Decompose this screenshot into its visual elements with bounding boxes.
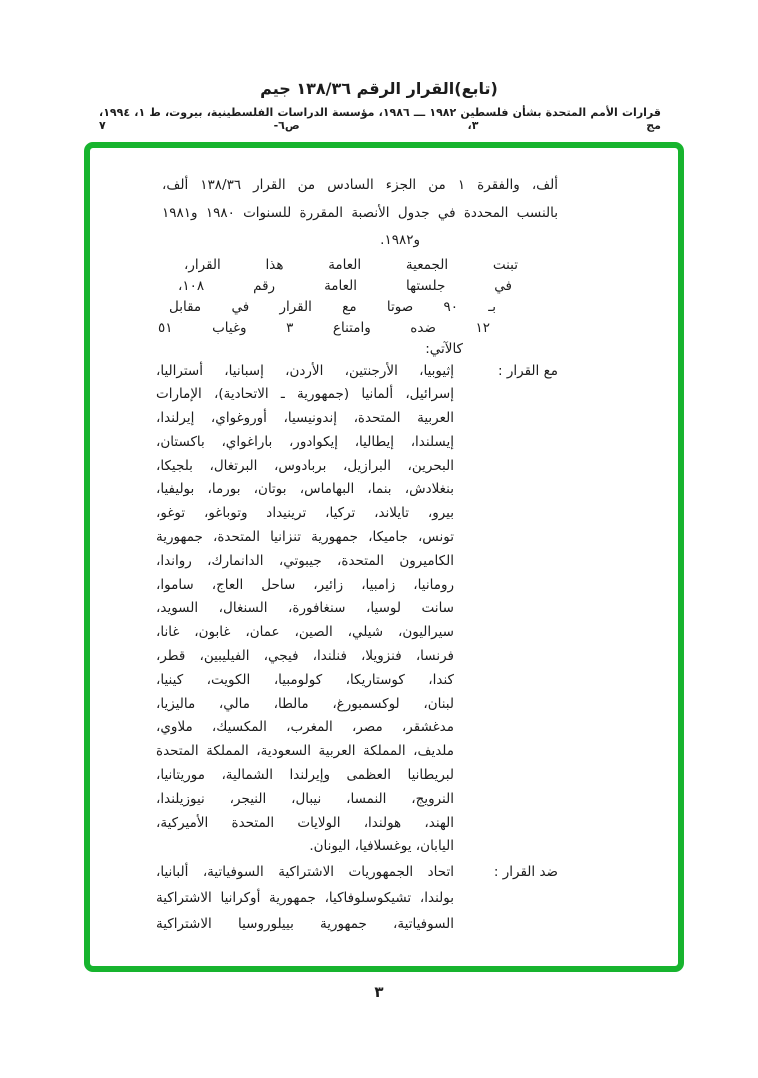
green-frame: [84, 142, 684, 972]
text-line: سيراليون، شيلي، الصين، عمان، غابون، غانا،: [156, 624, 454, 641]
vote-with-section: [156, 360, 558, 860]
text-line: اتحاد الجمهوريات الاشتراكية السوفياتية، ألبانيا،: [156, 864, 454, 881]
text-line: ١٢ ضده وامتناع ٣ وغياب ٥١: [158, 319, 490, 336]
page-number: ٣: [374, 983, 384, 1001]
text-line: الهند، هولندا، الولايات المتحدة الأميركية،: [156, 814, 454, 831]
text-line: لبريطانيا العظمى وإيرلندا الشمالية، موريتانيا،: [156, 767, 454, 784]
vote-against-section: [156, 859, 558, 937]
text-line: لبنان، لوكسمبورغ، مالطا، مالي، ماليزيا،: [156, 695, 454, 712]
text-line: بـ ٩٠ صوتا مع القرار في مقابل: [169, 298, 496, 315]
resolution-text-column: [156, 148, 558, 937]
text-line: اليابان، يوغسلافيا، اليونان.: [309, 838, 454, 855]
vote-with-label: مع القرار :: [498, 362, 558, 379]
text-line: تبنت الجمعية العامة هذا القرار،: [184, 256, 518, 273]
text-line: إيسلندا، إيطاليا، إيكوادور، باراغواي، باكستان،: [156, 433, 454, 450]
source-citation-line: قرارات الأمم المتحدة بشأن فلسطين ١٩٨٢ ـــ ١٩٨٦، مؤسسة الدراسات الفلسطينية، بيروت، ط ١، ١٩٩٤، مج ٣، ص٦- ٧: [99, 106, 661, 132]
text-line: بالنسب المحددة في جدول الأنصبة المقررة للسنوات ١٩٨٠ و١٩٨١: [162, 204, 559, 221]
text-line: مدغشقر، مصر، المغرب، المكسيك، ملاوي،: [156, 719, 454, 736]
text-line: الكاميرون المتحدة، جيبوتي، الدانمارك، رواندا،: [156, 552, 454, 569]
text-line: النرويج، النمسا، نيبال، النيجر، نيوزيلندا،: [156, 790, 454, 807]
text-line: رومانيا، زامبيا، زائير، ساحل العاج، ساموا،: [156, 576, 454, 593]
text-line: سانت لوسيا، سنغافورة، السنغال، السويد،: [156, 600, 454, 617]
vote-against-label: ضد القرار :: [493, 864, 558, 881]
text-line: تونس، جاميكا، جمهورية تنزانيا المتحدة، جمهورية: [156, 529, 454, 546]
text-line: كالآتي:: [425, 340, 463, 357]
text-line: العربية المتحدة، إندونيسيا، أوروغواي، إيرلندا،: [156, 410, 454, 427]
adoption-statement-block: [156, 255, 558, 360]
text-line: بيرو، تايلاند، تركيا، ترينيداد وتوباغو، توغو،: [156, 505, 454, 522]
text-line: في جلستها العامة رقم ١٠٨،: [178, 277, 512, 294]
text-line: فرنسا، فنزويلا، فنلندا، فيجي، الفيليبين، قطر،: [156, 648, 454, 665]
continuation-paragraph: [156, 172, 558, 255]
text-line: البحرين، البرازيل، بربادوس، البرتغال، بلجيكا،: [156, 457, 454, 474]
text-line: السوفياتية، جمهورية بييلوروسيا الاشتراكية: [156, 916, 454, 933]
text-line: إثيوبيا، الأرجنتين، الأردن، إسبانيا، أستراليا،: [156, 362, 454, 379]
text-line: بنغلادش، بنما، البهاماس، بوتان، بورما، بوليفيا،: [156, 481, 454, 498]
text-line: و١٩٨٢.: [380, 232, 420, 248]
text-line: كندا، كوستاريكا، كولومبيا، الكويت، كينيا،: [156, 671, 454, 688]
text-line: إسرائيل، ألمانيا (جمهورية ـ الاتحادية)، الإمارات: [156, 386, 454, 403]
text-line: ألف، والفقرة ١ من الجزء السادس من القرار ١٣٨/٣٦ ألف،: [162, 177, 559, 193]
text-line: ملديف، المملكة العربية السعودية، المملكة المتحدة: [156, 743, 454, 760]
document-title: (تابع)القرار الرقم ١٣٨/٣٦ جيم: [260, 79, 498, 98]
text-line: بولندا، تشيكوسلوفاكيا، جمهورية أوكرانيا الاشتراكية: [156, 890, 454, 907]
